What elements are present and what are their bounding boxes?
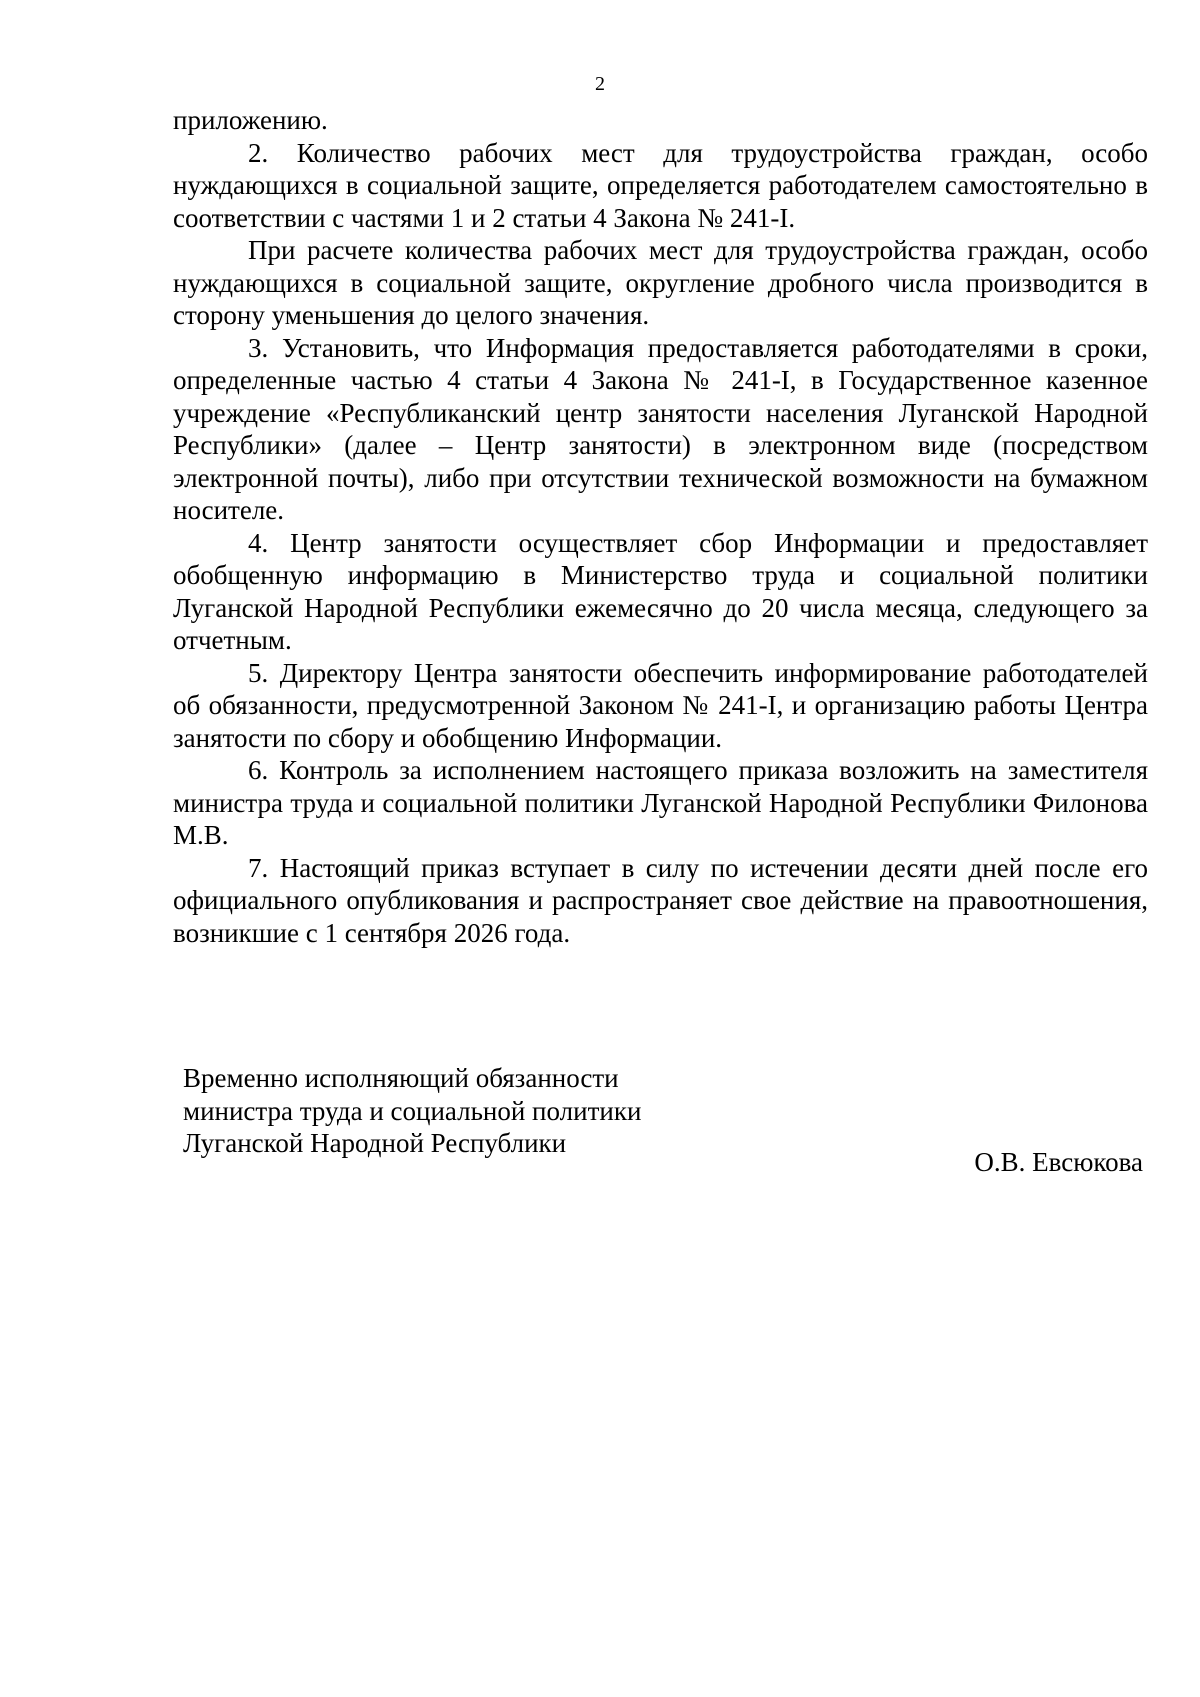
page-number: 2 <box>595 73 605 95</box>
paragraph-item-2: 2. Количество рабочих мест для трудоустройства граждан, особо нуждающихся в социальной защите, определяется работодателем самостоятельно в соответствии с частями 1 и 2 статьи 4 Закона № 241-I. <box>173 137 1148 233</box>
signature-title-line: Луганской Народной Республики <box>183 1128 567 1158</box>
paragraph-item-5: 5. Директору Центра занятости обеспечить информирование работодателей об обязанности, предусмотренной Законом № 241-I, и организацию работы Центра занятости по сбору и обобщению Информации. <box>173 657 1148 753</box>
signature-title-line: Временно исполняющий обязанности <box>183 1063 619 1093</box>
paragraph-continuation: приложению. <box>173 105 328 135</box>
paragraph-item-3: 3. Установить, что Информация предоставляется работодателями в сроки, определенные частью 4 статьи 4 Закона № 241-I, в Государственное казенное учреждение «Республиканский центр занятости населения Луганской Народной Республики» (далее – Центр занятости) в электронном виде (посредством электронной почты), либо при отсутствии технической возможности на бумажном носителе. <box>173 332 1148 525</box>
paragraph-item-4: 4. Центр занятости осуществляет сбор Информации и предоставляет обобщенную информацию в Министерство труда и социальной политики Луганской Народной Республики ежемесячно до 20 числа месяца, следующего за отчетным. <box>173 527 1148 655</box>
signature-title-block <box>183 1062 641 1160</box>
paragraph-item-6: 6. Контроль за исполнением настоящего приказа возложить на заместителя министра труда и социальной политики Луганской Народной Республики Филонова М.В. <box>173 755 1148 850</box>
paragraph-item-7: 7. Настоящий приказ вступает в силу по истечении десяти дней после его официального опубликования и распространяет свое действие на правоотношения, возникшие с 1 сентября 2026 года. <box>173 852 1148 948</box>
signature-title-line: министра труда и социальной политики <box>183 1095 642 1126</box>
paragraph-rounding-rule: При расчете количества рабочих мест для трудоустройства граждан, особо нуждающихся в социальной защите, округление дробного числа производится в сторону уменьшения до целого значения. <box>173 235 1148 330</box>
signer-name: О.В. Евсюкова <box>974 1147 1143 1177</box>
document-body <box>173 104 1148 949</box>
